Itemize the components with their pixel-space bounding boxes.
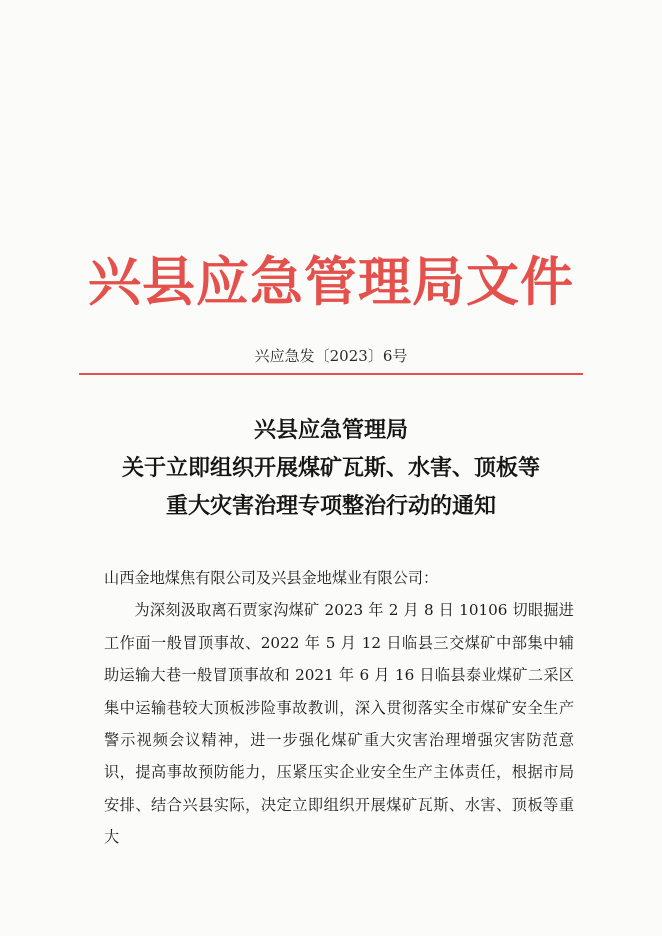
document-header-title: 兴县应急管理局文件 xyxy=(88,252,574,313)
notice-title-line-2: 关于立即组织开展煤矿瓦斯、水害、顶板等 xyxy=(121,456,540,481)
notice-title-line-3: 重大灾害治理专项整治行动的通知 xyxy=(165,494,496,519)
document-number: 兴应急发〔2023〕6号 xyxy=(254,347,408,365)
red-divider-line xyxy=(79,373,583,375)
document-body xyxy=(104,562,574,854)
salutation: 山西金地煤焦有限公司及兴县金地煤业有限公司： xyxy=(104,569,439,587)
notice-title-line-1: 兴县应急管理局 xyxy=(253,418,408,443)
body-paragraph: 为深刻汲取离石贾家沟煤矿 2023 年 2 月 8 日 10106 切眼掘进工作面一般冒顶事故、2022 年 5 月 12 日临县三交煤矿中部集中辅助运输大巷一般冒顶事故和 2021 年 6 月 16 日临县泰业煤矿二采区集中运输巷较大顶板涉险事故教训，深入贯彻落实全市煤矿安全生产警示视频会议精神，进一步强化煤矿重大灾害治理增强灾害防范意识，提高事故预防能力，压紧压实企业安全生产主体责任，根据市局安排、结合兴县实际，决定立即组织开展煤矿瓦斯、水害、顶板等重大 xyxy=(104,601,574,847)
notice-title xyxy=(0,412,662,526)
